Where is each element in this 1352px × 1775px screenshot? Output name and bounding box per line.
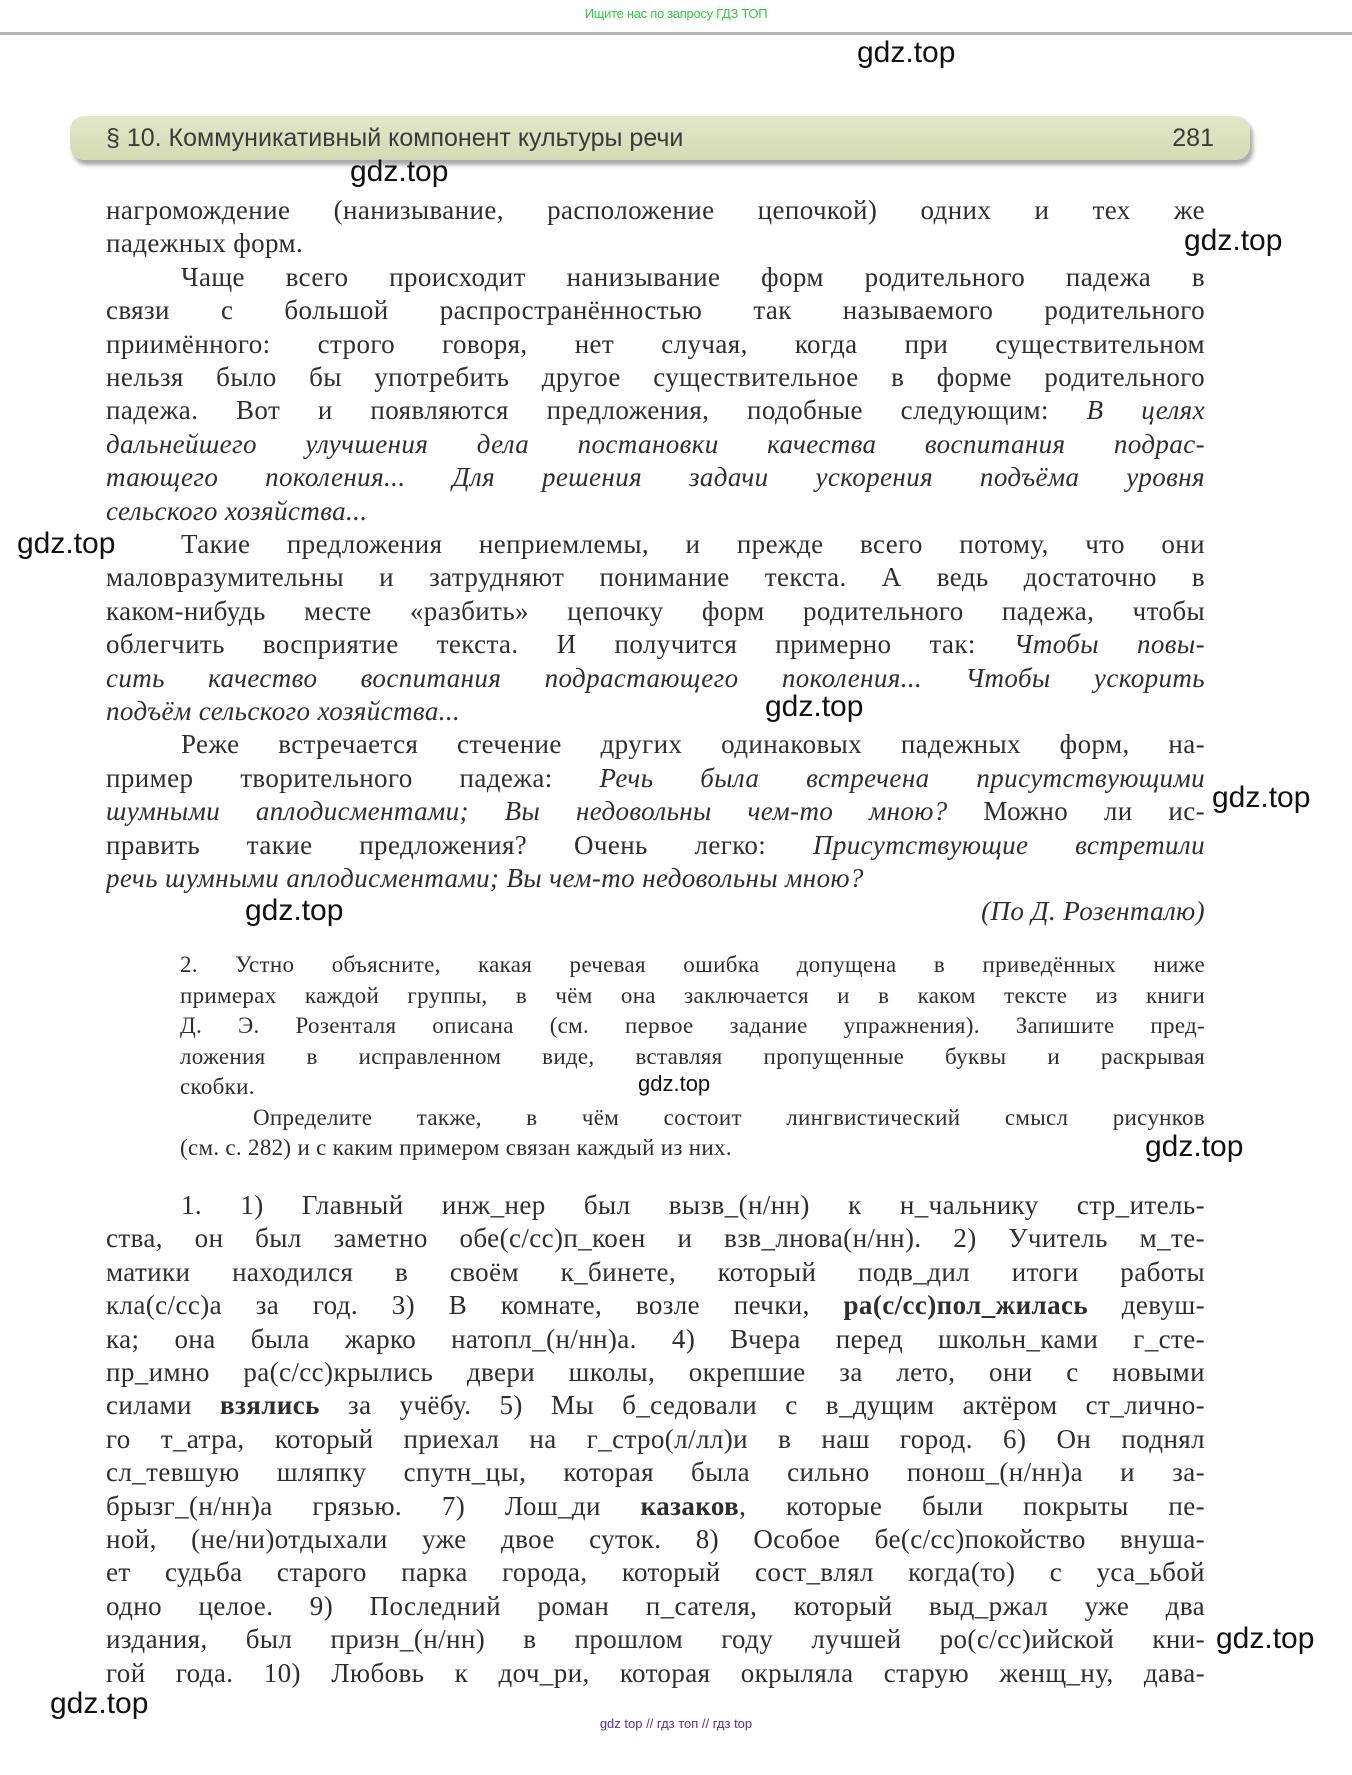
watermark: gdz.top (1216, 1622, 1315, 1655)
text-segment: Реже встречается стечение других одинаковых падежных форм, на- (181, 729, 1205, 760)
text-line (181, 527, 1205, 561)
text-segment: силами (106, 1390, 221, 1421)
text-segment: Чаще всего происходит нанизывание форм родительного падежа в (181, 261, 1205, 292)
bold-word: ра(с/сс)пол_жилась (843, 1290, 1089, 1321)
text-segment: ной, (не/ни)отдыхали уже двое суток. 8) Особое бе(с/сс)покойство внуша- (106, 1524, 1205, 1554)
text-segment: за учёбу. 5) Мы б_седовали с в_дущим актёром ст_лично- (319, 1390, 1205, 1421)
text-segment: издания, был призн_(н/нн) в прошлом году лучшей ро(с/сс)ийской кни- (106, 1624, 1205, 1655)
instruction-line (180, 1133, 1205, 1163)
section-title: § 10. Коммуникативный компонент культуры речи (106, 124, 684, 152)
instruction-line (180, 981, 1205, 1011)
exercise-line (106, 1255, 1205, 1289)
italic-example: Присутствующие встретили (812, 829, 1205, 860)
text-line (106, 327, 1205, 361)
text-segment: связи с большой распространённостью так называемого родительного (106, 295, 1205, 326)
text-line (181, 260, 1205, 294)
text-line (106, 293, 1205, 327)
text-line (106, 427, 1205, 461)
exercise-line (106, 1656, 1205, 1690)
text-line (106, 393, 1205, 427)
text-segment: , которые были покрыты пе- (739, 1490, 1205, 1521)
text-segment: нельзя было бы употребить другое существительное в форме родительного (106, 362, 1205, 392)
footer-links: gdz top // гдз топ // гдз top (599, 1716, 753, 1731)
text-segment: Такие предложения неприемлемы, и прежде всего потому, что они (181, 529, 1205, 559)
text-segment: пример творительного падежа: (106, 762, 600, 793)
watermark: gdz.top (1212, 781, 1311, 814)
text-segment: ложения в исправленном виде, вставляя пропущенные буквы и раскрывая (180, 1043, 1205, 1069)
text-segment: каком-нибудь месте «разбить» цепочку форм родительного падежа, чтобы (106, 595, 1205, 626)
text-segment: облегчить восприятие текста. И получится примерно так: (106, 629, 1014, 660)
text-segment: одно целое. 9) Последний роман п_сателя, который выд_ржал уже два (106, 1590, 1205, 1621)
text-line (106, 594, 1205, 628)
watermark: gdz.top (765, 690, 864, 723)
watermark: gdz.top (1145, 1130, 1244, 1163)
italic-example: сить качество воспитания подрастающего поколения... Чтобы ускорить (106, 662, 1205, 693)
text-segment: го т_атра, который приехал на г_стро(л/лл)и в наш город. 6) Он поднял (106, 1423, 1205, 1454)
text-segment: Определите также, в чём состоит лингвистический смысл рисунков (253, 1104, 1205, 1130)
watermark: gdz.top (857, 36, 956, 69)
italic-example: подъём сельского хозяйства... (106, 696, 461, 726)
exercise-line (106, 1322, 1205, 1356)
text-line (106, 661, 1205, 695)
text-segment: править такие предложения? Очень легко: (106, 829, 813, 860)
text-segment: пр_имно ра(с/сс)крылись двери школы, окрепшие за лето, они с новыми (106, 1357, 1205, 1387)
exercise-line (106, 1288, 1205, 1322)
text-segment: брызг_(н/нн)а грязью. 7) Лош_ди (106, 1490, 641, 1521)
exercise-line (106, 1555, 1205, 1589)
italic-example: Чтобы повы- (1013, 629, 1205, 660)
exercise-line (106, 1422, 1205, 1456)
text-line (106, 694, 1205, 728)
italic-example: Речь была встречена присутствующими (599, 762, 1205, 793)
watermark: gdz.top (245, 894, 344, 927)
text-line (106, 828, 1205, 862)
exercise-line (106, 1355, 1205, 1389)
italic-example: дальнейшего улучшения дела постановки качества воспитания подрас- (106, 428, 1205, 459)
exercise-line (106, 1221, 1205, 1255)
exercise-line (106, 1589, 1205, 1623)
divider (0, 32, 1352, 35)
text-segment: маловразумительны и затрудняют понимание текста. А ведь достаточно в (106, 562, 1205, 593)
text-line (106, 193, 1205, 227)
search-banner: Ищите нас по запросу ГДЗ ТОП (584, 6, 768, 21)
watermark: gdz.top (50, 1687, 149, 1720)
watermark: gdz.top (350, 155, 449, 188)
text-segment: 2. Устно объясните, какая речевая ошибка допущена в приведённых ниже (180, 952, 1205, 977)
text-line (106, 761, 1205, 795)
text-segment: скобки. (180, 1074, 255, 1099)
instruction-line (180, 1011, 1205, 1041)
text-line (181, 727, 1205, 761)
exercise-line (106, 1455, 1205, 1489)
instruction-line (253, 1103, 1205, 1133)
italic-example: (По Д. Розенталю) (981, 896, 1205, 927)
text-line (106, 861, 1205, 895)
text-segment: (см. с. 282) и с каким примером связан каждый из них. (180, 1135, 732, 1160)
text-segment: падежа. Вот и появляются предложения, подобные следующим: (106, 395, 1087, 426)
text-line (106, 460, 1205, 494)
instruction-line (180, 1042, 1205, 1072)
exercise-line (106, 1622, 1205, 1656)
text-line (106, 494, 1205, 528)
text-segment: падежных форм. (106, 228, 304, 259)
text-segment: сл_тевшую шляпку спутн_цы, которая была сильно понош_(н/нн)а и за- (106, 1457, 1205, 1488)
bold-word: взялись (220, 1390, 320, 1421)
text-line (106, 360, 1205, 394)
watermark: gdz.top (1184, 224, 1283, 257)
text-line (106, 627, 1205, 661)
text-segment: ства, он был заметно обе(с/сс)п_коен и взв_лнова(н/нн). 2) Учитель м_те- (106, 1223, 1205, 1254)
exercise-line (106, 1522, 1205, 1556)
text-segment: приимённого: строго говоря, нет случая, когда при существительном (106, 328, 1205, 359)
text-segment: ка; она была жарко натопл_(н/нн)а. 4) Вчера перед школьн_ками г_сте- (106, 1323, 1205, 1354)
exercise-line (106, 1489, 1205, 1523)
page-header-bar (70, 116, 1250, 160)
page-number: 281 (1172, 124, 1214, 152)
text-line (106, 560, 1205, 594)
text-segment: Можно ли ис- (947, 796, 1205, 827)
watermark: gdz.top (17, 527, 116, 560)
text-segment: кла(с/сс)а за год. 3) В комнате, возле печки, (106, 1290, 844, 1321)
italic-example: сельского хозяйства... (106, 495, 368, 526)
bold-word: казаков (640, 1490, 740, 1521)
italic-example: В целях (1086, 395, 1205, 426)
exercise-line (181, 1188, 1205, 1222)
text-segment: гой года. 10) Любовь к доч_ри, которая окрыляла старую женщ_ну, дава- (106, 1657, 1205, 1688)
text-segment: 1. 1) Главный инж_нер был вызв_(н/нн) к н_чальнику стр_итель- (181, 1190, 1205, 1220)
text-segment: ет судьба старого парка города, который сост_влял когда(то) с уса_ьбой (106, 1557, 1205, 1588)
text-segment: матики находился в своём к_бинете, который подв_дил итоги работы (106, 1256, 1205, 1287)
text-segment: нагромождение (нанизывание, расположение цепочкой) одних и тех же (106, 195, 1205, 225)
exercise-line (106, 1388, 1205, 1422)
italic-example: речь шумными аплодисментами; Вы чем-то недовольны мною? (106, 863, 864, 893)
italic-example: тающего поколения... Для решения задачи ускорения подъёма уровня (106, 462, 1205, 493)
text-segment: Д. Э. Розенталя описана (см. первое задание упражнения). Запишите пред- (180, 1013, 1205, 1038)
instruction-line (180, 950, 1205, 980)
watermark: gdz.top (638, 1071, 711, 1096)
text-line (106, 226, 1205, 260)
text-segment: примерах каждой группы, в чём она заключается и в каком тексте из книги (180, 982, 1205, 1008)
italic-example: шумными аплодисментами; Вы недовольны чем-то мною? (106, 796, 948, 827)
text-segment: девуш- (1088, 1290, 1205, 1321)
text-line (106, 794, 1205, 828)
